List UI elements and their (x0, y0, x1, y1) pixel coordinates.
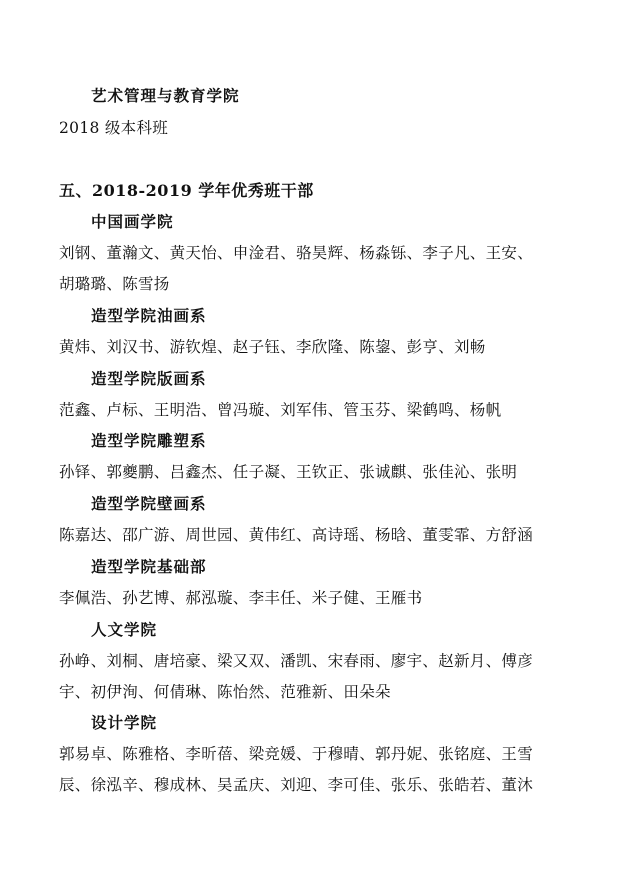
name-list-line: 胡璐璐、陈雪扬 (59, 275, 170, 293)
name-list-line: 范鑫、卢标、王明浩、曾冯璇、刘军伟、管玉芬、梁鹤鸣、杨帆 (59, 401, 502, 419)
group-heading: 中国画学院 (91, 212, 174, 231)
group-heading: 造型学院基础部 (91, 557, 207, 576)
name-list-line: 陈嘉达、邵广游、周世园、黄伟红、高诗瑶、杨晗、董雯霏、方舒涵 (59, 526, 534, 544)
name-list-line: 宇、初伊洵、何倩琳、陈怡然、范雅新、田朵朵 (59, 683, 391, 701)
group-heading: 造型学院版画系 (91, 369, 207, 388)
group-heading: 造型学院壁画系 (91, 494, 207, 513)
name-list-line: 刘钢、董瀚文、黄天怡、申淦君、骆昊辉、杨淼铄、李子凡、王安、 (59, 244, 534, 262)
group-heading: 造型学院雕塑系 (91, 431, 207, 450)
college-heading-art-management: 艺术管理与教育学院 (91, 86, 240, 105)
group-heading: 人文学院 (91, 620, 158, 639)
name-list-line: 辰、徐泓辛、穆成林、吴孟庆、刘迎、李可佳、张乐、张皓若、董沐 (59, 776, 534, 794)
name-list-line: 黄炜、刘汉书、游钦煌、赵子钰、李欣隆、陈鋆、彭亨、刘畅 (59, 338, 486, 356)
name-list-line: 孙铎、郭夔鹏、吕鑫杰、任子凝、王钦正、张诚麒、张佳沁、张明 (59, 463, 518, 481)
name-list-line: 郭易卓、陈雅格、李昕蓓、梁竞媛、于穆晴、郭丹妮、张铭庭、王雪 (59, 745, 534, 763)
group-heading: 设计学院 (91, 713, 158, 732)
section-title: 五、2018-2019 学年优秀班干部 (59, 181, 314, 200)
name-list-line: 孙峥、刘桐、唐培豪、梁又双、潘凯、宋春雨、廖宇、赵新月、傅彦 (59, 652, 534, 670)
group-heading: 造型学院油画系 (91, 306, 207, 325)
name-list-line: 李佩浩、孙艺博、郝泓璇、李丰任、米子健、王雁书 (59, 589, 423, 607)
class-note: 2018 级本科班 (59, 119, 169, 137)
